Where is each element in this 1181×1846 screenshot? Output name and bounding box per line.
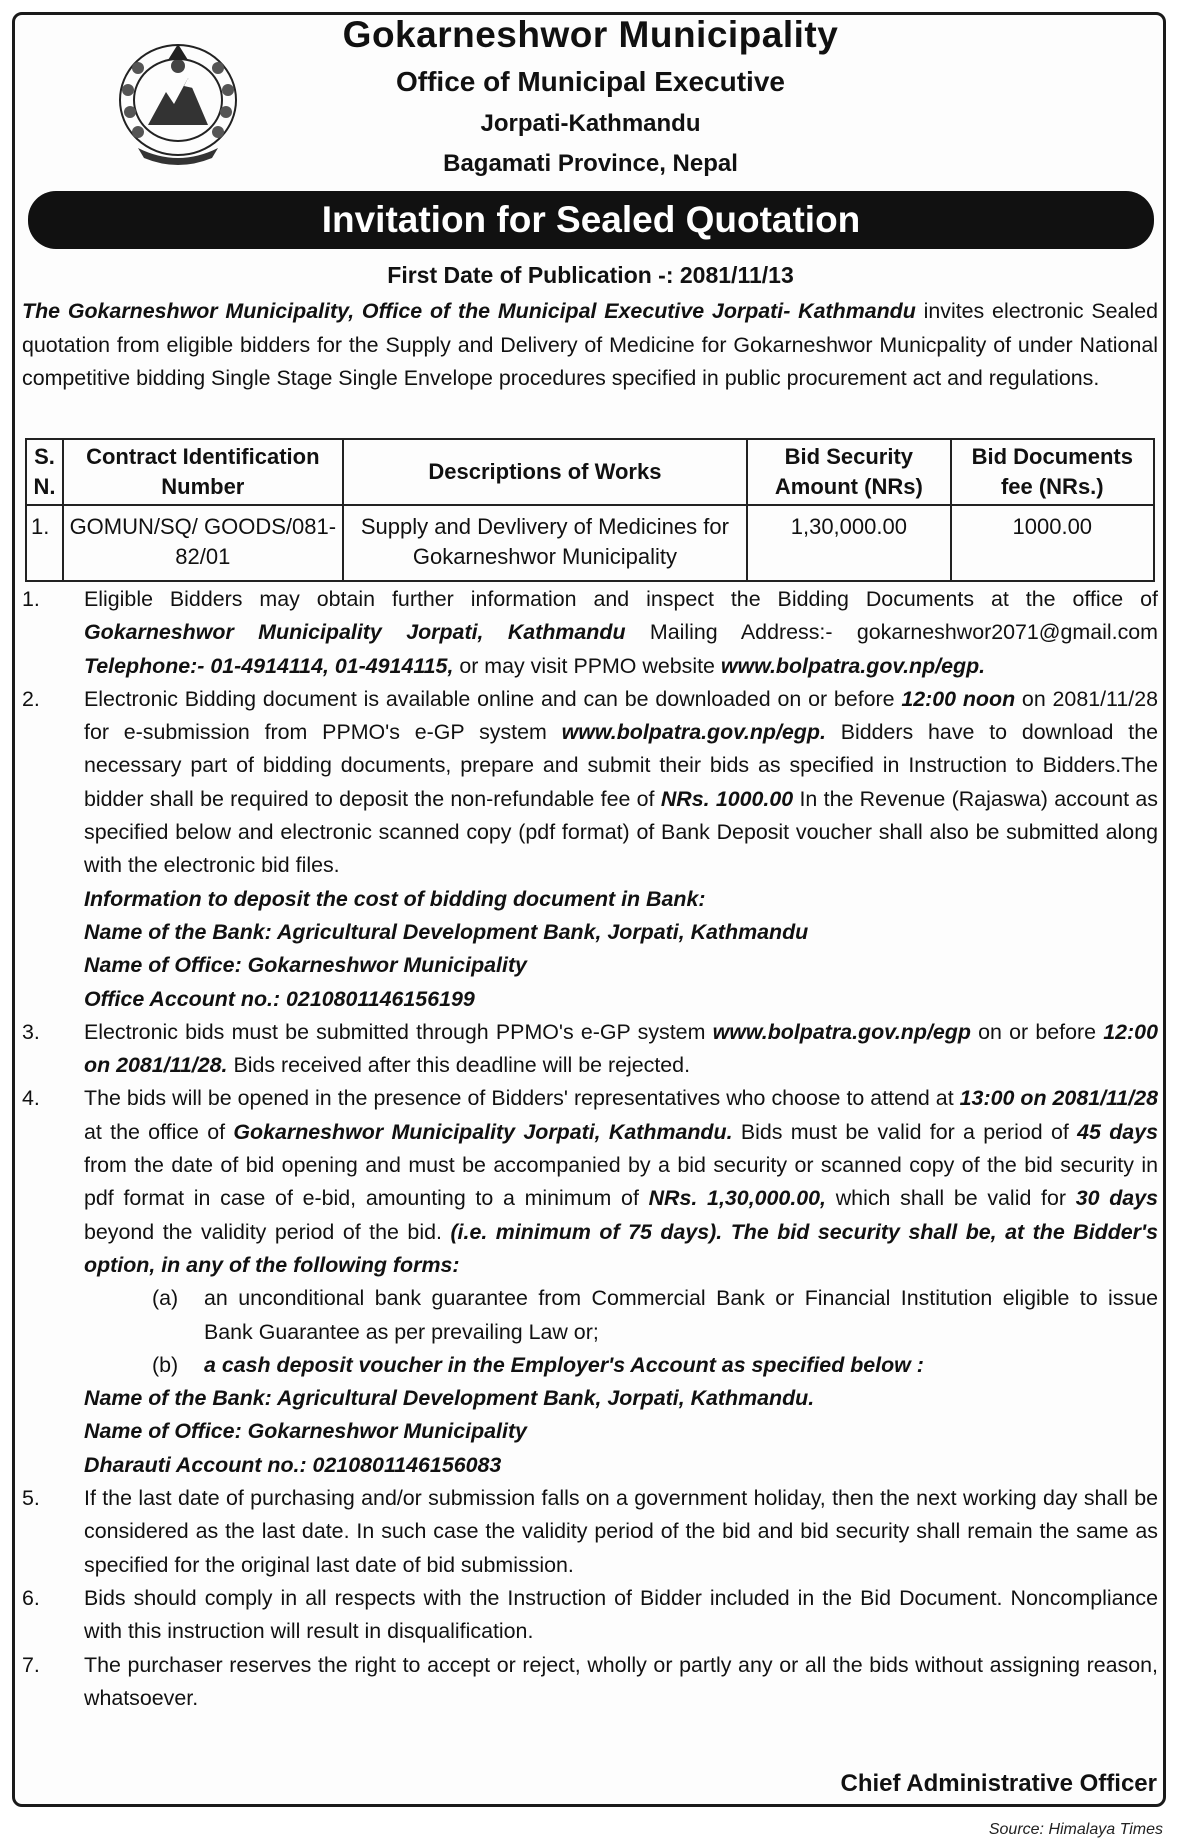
quotation-table — [25, 438, 1155, 582]
sub-item-a: (a) an unconditional bank guarantee from Commercial Bank or Financial Institution eligible to issue Bank Guarantee as per prevailing Law or; — [152, 1286, 1158, 1344]
col-bid-security: Bid Security Amount (NRs) — [747, 439, 950, 505]
source-credit: Source: Himalaya Times — [988, 1821, 1163, 1838]
col-contract-id: Contract Identification Number — [63, 439, 343, 505]
bank-info-security: Name of the Bank: Agricultural Development Bank, Jorpati, Kathmandu. Name of Office: Gokarneshwor Municipality Dharauti Account no.: 0210801146156083 — [84, 1386, 815, 1477]
office-province: Bagamati Province, Nepal — [443, 150, 738, 177]
intro-text: invites electronic Sealed quotation from eligible bidders for the Supply and Delivery of Medicine for Gokarneshwor Municpality of under National competitive bidding Single Stage Single Envelope procedures specified in public procurement act and regulations. — [22, 299, 1158, 390]
table-header-row — [26, 439, 1154, 505]
col-document-fee: Bid Documents fee (NRs.) — [951, 439, 1154, 505]
cell-document-fee: 1000.00 — [951, 505, 1154, 581]
notice-title-banner: Invitation for Sealed Quotation — [28, 191, 1154, 249]
list-item: 4. The bids will be opened in the presence of Bidders' representatives who choose to attend at 13:00 on 2081/11/28 at the office of Gokarneshwor Municipality Jorpati, Kathmandu. Bids must be valid for a period of 45 days from the date of bid opening and must be accompanied by a bid security or scanned copy of the bid security in pdf format in case of e-bid, amounting to a minimum of NRs. 1,30,000.00, which shall be valid for 30 days beyond the validity period of the bid. (i.e. minimum of 75 days). The bid security shall be, at the Bidder's option, in any of the following forms: — [22, 1086, 1158, 1277]
cell-contract-id: GOMUN/SQ/ GOODS/081-82/01 — [63, 505, 343, 581]
office-name: Office of Municipal Executive — [396, 66, 785, 97]
publication-value: 2081/11/13 — [679, 262, 794, 288]
cell-description: Supply and Devlivery of Medicines for Gokarneshwor Municipality — [343, 505, 748, 581]
signatory-title: Chief Administrative Officer — [840, 1770, 1157, 1797]
intro-lead: The Gokarneshwor Municipality, Office of the Municipal Executive Jorpati- Kathmandu — [22, 299, 916, 323]
sub-item-b: (b) a cash deposit voucher in the Employer's Account as specified below : — [152, 1352, 924, 1377]
list-item: 5. If the last date of purchasing and/or submission falls on a government holiday, then the next working day shall be considered as the last date. In such case the validity period of the bid and bid security shall remain the same as specified for the original last date of bid submission. — [22, 1486, 1158, 1577]
list-item: 7. The purchaser reserves the right to accept or reject, wholly or partly any or all the bids without assigning reason, whatsoever. — [22, 1652, 1158, 1710]
bank-info-revenue: Information to deposit the cost of bidding document in Bank: Name of the Bank: Agricultural Development Bank, Jorpati, Kathmandu Name of Office: Gokarneshwor Municipality Office Account no.: 0210801146156199 — [84, 886, 809, 1011]
col-sn: S. N. — [26, 439, 63, 505]
list-item: 3. Electronic bids must be submitted through PPMO's e-GP system www.bolpatra.gov.np/egp on or before 12:00 on 2081/11/28. Bids received after this deadline will be rejected. — [22, 1019, 1158, 1078]
publication-label: First Date of Publication -: — [387, 262, 674, 288]
publication-date — [0, 262, 1181, 289]
office-location: Jorpati-Kathmandu — [480, 110, 701, 137]
list-item: 6. Bids should comply in all respects with the Instruction of Bidder included in the Bid Document. Noncompliance with this instruction will result in disqualification. — [22, 1585, 1158, 1644]
table-row — [26, 505, 1154, 581]
notice-body — [22, 583, 1158, 1715]
col-description: Descriptions of Works — [343, 439, 748, 505]
municipality-name: Gokarneshwor Municipality — [342, 14, 839, 55]
intro-paragraph — [22, 295, 1158, 396]
cell-sn: 1. — [26, 505, 63, 581]
list-item: 2. Electronic Bidding document is available online and can be downloaded on or before 12:00 noon on 2081/11/28 for e-submission from PPMO's e-GP system www.bolpatra.gov.np/egp. Bidders have to download the necessary part of bidding documents, prepare and submit their bids as specified in Instruction to Bidders.The bidder shall be required to deposit the non-refundable fee of NRs. 1000.00 In the Revenue (Rajaswa) account as specified below and electronic scanned copy (pdf format) of Bank Deposit voucher shall also be submitted along with the electronic bid files. — [22, 686, 1159, 878]
cell-bid-security: 1,30,000.00 — [747, 505, 950, 581]
list-item: 1. Eligible Bidders may obtain further information and inspect the Bidding Documents at the office of Gokarneshwor Municipality Jorpati, Kathmandu Mailing Address:- gokarneshwor2071@gmail.com Telephone:- 01-4914114, 01-4914115, or may visit PPMO website www.bolpatra.gov.np/egp. — [22, 587, 1158, 678]
